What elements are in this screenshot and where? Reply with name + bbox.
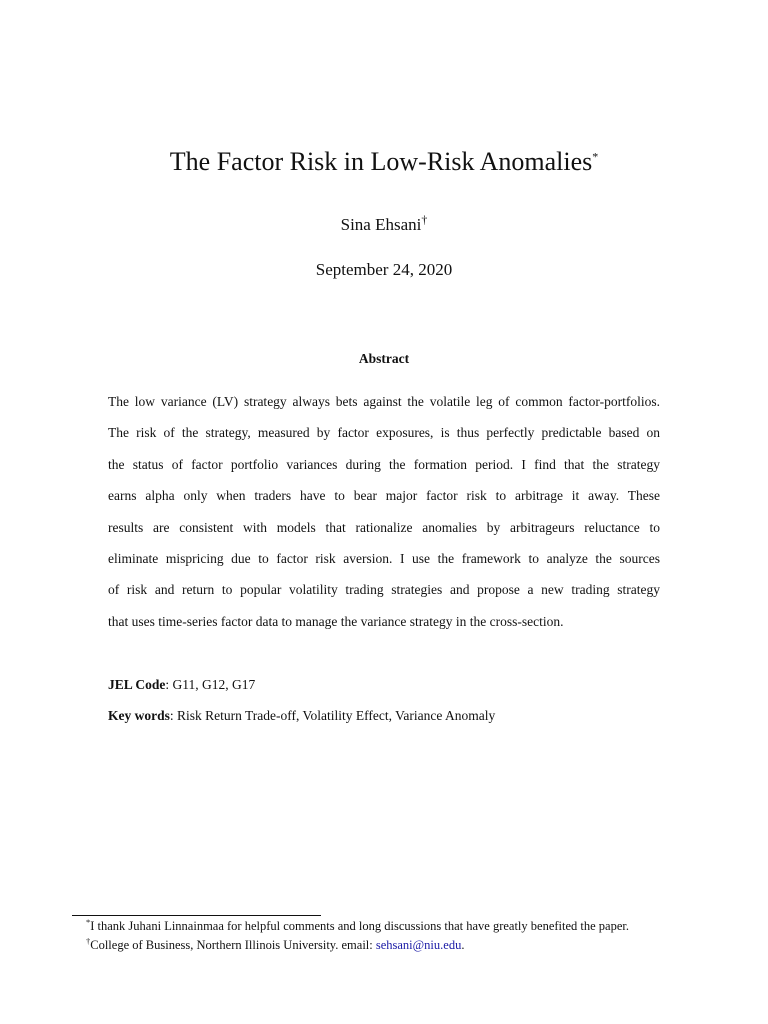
- paper-date: September 24, 2020: [315, 260, 453, 279]
- author-name: Sina Ehsani: [340, 215, 422, 234]
- keywords-value: : Risk Return Trade-off, Volatility Effect, Variance Anomaly: [169, 708, 496, 723]
- abstract-line: The risk of the strategy, measured by factor exposures, is thus perfectly predictable based on: [108, 425, 660, 441]
- abstract-line: earns alpha only when traders have to bear major factor risk to arbitrage it away. These: [108, 488, 660, 504]
- abstract-line: that uses time-series factor data to manage the variance strategy in the cross-section.: [108, 613, 564, 629]
- abstract-line: the status of factor portfolio variances during the formation period. I find that the strategy: [108, 456, 660, 472]
- paper-title-text: The Factor Risk in Low-Risk Anomalies: [169, 147, 593, 176]
- abstract-line: eliminate mispricing due to factor risk aversion. I use the framework to analyze the sources: [108, 551, 660, 567]
- footnote-affiliation: [86, 936, 464, 954]
- footnote-end: .: [461, 938, 465, 952]
- abstract-line: of risk and return to popular volatility trading strategies and propose a new trading strategy: [108, 582, 660, 598]
- abstract-body: [108, 386, 660, 637]
- footnote-mark: †: [86, 935, 91, 946]
- keywords: [108, 706, 495, 726]
- footnote-rule: [72, 915, 321, 916]
- jel-value: : G11, G12, G17: [165, 677, 256, 692]
- abstract-line: The low variance (LV) strategy always bets against the volatile leg of common factor-portfolios.: [108, 394, 660, 409]
- jel-codes: [108, 675, 255, 695]
- footnote-acknowledgement: [86, 917, 629, 935]
- footnote-mark: *: [86, 916, 91, 927]
- footnote-text: College of Business, Northern Illinois University. email:: [90, 938, 376, 952]
- email-link[interactable]: sehsani@niu.edu: [375, 938, 462, 952]
- paper-title: [0, 145, 768, 179]
- author-line: [0, 213, 768, 237]
- jel-label: JEL Code: [108, 677, 166, 692]
- footnote-text: I thank Juhani Linnainmaa for helpful comments and long discussions that have greatly benefited the paper.: [90, 919, 629, 933]
- keywords-label: Key words: [108, 708, 170, 723]
- abstract-heading: Abstract: [358, 351, 410, 366]
- author-footnote-mark: †: [421, 212, 428, 227]
- abstract-line: results are consistent with models that rationalize anomalies by arbitrageurs reluctance to: [108, 519, 660, 535]
- title-footnote-mark: *: [592, 149, 599, 164]
